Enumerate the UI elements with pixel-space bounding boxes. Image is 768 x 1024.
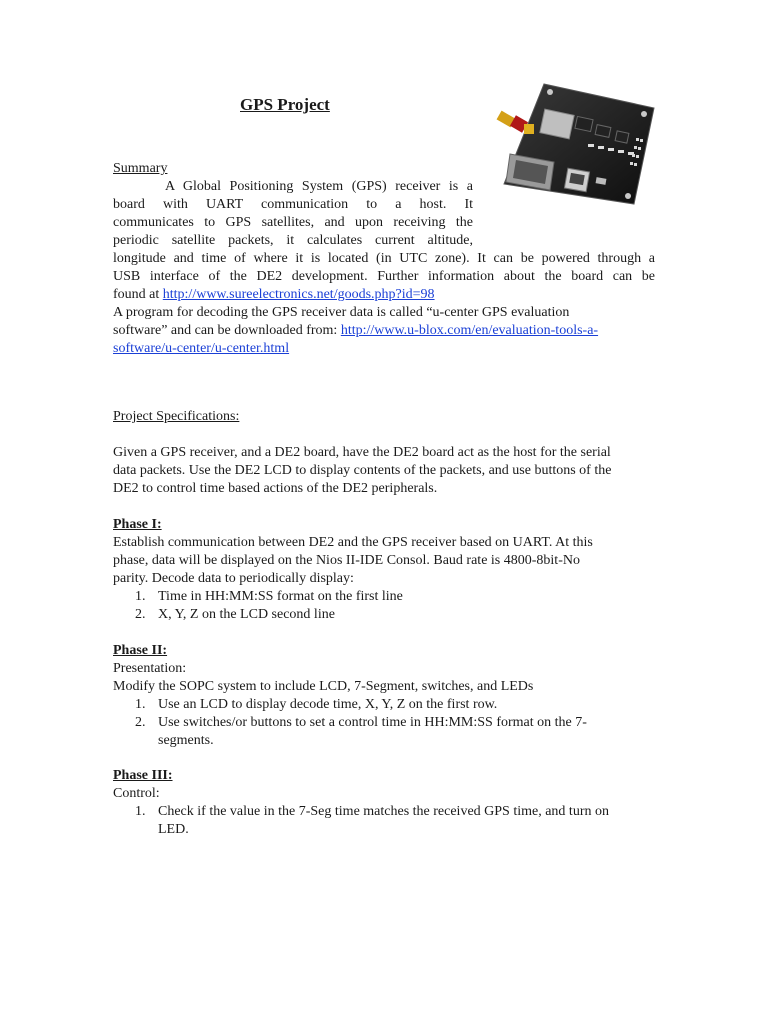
phase1-list [113, 588, 673, 624]
specs-body [113, 444, 673, 498]
specs-line: DE2 to control time based actions of the DE2 peripherals. [113, 481, 438, 496]
download-line [113, 322, 655, 340]
specs-heading: Project Specifications: [113, 409, 240, 424]
document-title: GPS Project [240, 95, 330, 114]
list-item [113, 803, 673, 839]
summary-intro [113, 178, 473, 250]
list-number: 2. [135, 715, 146, 730]
specs-line: data packets. Use the DE2 LCD to display contents of the packets, and use buttons of the [113, 463, 612, 478]
list-text: Use switches/or buttons to set a control time in HH:MM:SS format on the 7- [158, 715, 587, 730]
list-text: Use an LCD to display decode time, X, Y, Z on the first row. [158, 697, 498, 712]
download-line-continued [113, 340, 655, 358]
ublox-link-continued[interactable]: software/u-center/u-center.html [113, 341, 290, 356]
found-at-label: found at [113, 287, 163, 302]
program-line: A program for decoding the GPS receiver data is called “u-center GPS evaluation [113, 305, 570, 320]
list-number: 1. [135, 589, 146, 604]
list-item [113, 696, 673, 714]
list-number: 1. [135, 697, 146, 712]
summary-line: periodic satellite packets, it calculates current altitude, [113, 233, 473, 248]
phase1-body [113, 534, 673, 624]
list-text: Check if the value in the 7-Seg time matches the received GPS time, and turn on [158, 804, 609, 819]
phase2-body [113, 660, 673, 750]
summary-line: communicates to GPS satellites, and upon receiving the [113, 215, 473, 230]
list-item [113, 606, 673, 624]
phase2-line: Modify the SOPC system to include LCD, 7-Segment, switches, and LEDs [113, 679, 534, 694]
phase3-line: Control: [113, 786, 160, 801]
summary-line: board with UART communication to a host. It [113, 197, 473, 212]
phase3-heading: Phase III: [113, 768, 173, 783]
phase1-heading: Phase I: [113, 517, 162, 532]
phase3-list [113, 803, 673, 839]
list-number: 2. [135, 607, 146, 622]
phase1-line: parity. Decode data to periodically display: [113, 571, 354, 586]
list-number: 1. [135, 804, 146, 819]
list-text-continued: segments. [158, 733, 214, 748]
ublox-link[interactable]: http://www.u-blox.com/en/evaluation-tools-a- [340, 323, 599, 338]
list-item [113, 588, 673, 606]
gps-board-photo [484, 78, 660, 216]
list-text: Time in HH:MM:SS format on the first line [158, 589, 403, 604]
phase1-line: Establish communication between DE2 and the GPS receiver based on UART. At this [113, 535, 593, 550]
found-at-line [113, 286, 655, 304]
summary-line: longitude and time of where it is located (in UTC zone). It can be powered through a [113, 251, 655, 266]
download-label: software” and can be downloaded from: [113, 323, 341, 338]
phase2-heading: Phase II: [113, 643, 168, 658]
summary-line: USB interface of the DE2 development. Further information about the board can be [113, 269, 655, 284]
list-text: X, Y, Z on the LCD second line [158, 607, 335, 622]
sureelectronics-link[interactable]: http://www.sureelectronics.net/goods.php?id=98 [162, 287, 435, 302]
list-item [113, 714, 673, 750]
summary-continued [113, 250, 655, 358]
phase2-list [113, 696, 673, 750]
phase2-line: Presentation: [113, 661, 187, 676]
list-text-continued: LED. [158, 822, 189, 837]
summary-line: A Global Positioning System (GPS) receiver is a [165, 179, 473, 194]
phase1-line: phase, data will be displayed on the Nios II-IDE Consol. Baud rate is 4800-8bit-No [113, 553, 580, 568]
phase3-body [113, 785, 673, 839]
specs-line: Given a GPS receiver, and a DE2 board, have the DE2 board act as the host for the serial [113, 445, 611, 460]
summary-heading: Summary [113, 161, 168, 176]
